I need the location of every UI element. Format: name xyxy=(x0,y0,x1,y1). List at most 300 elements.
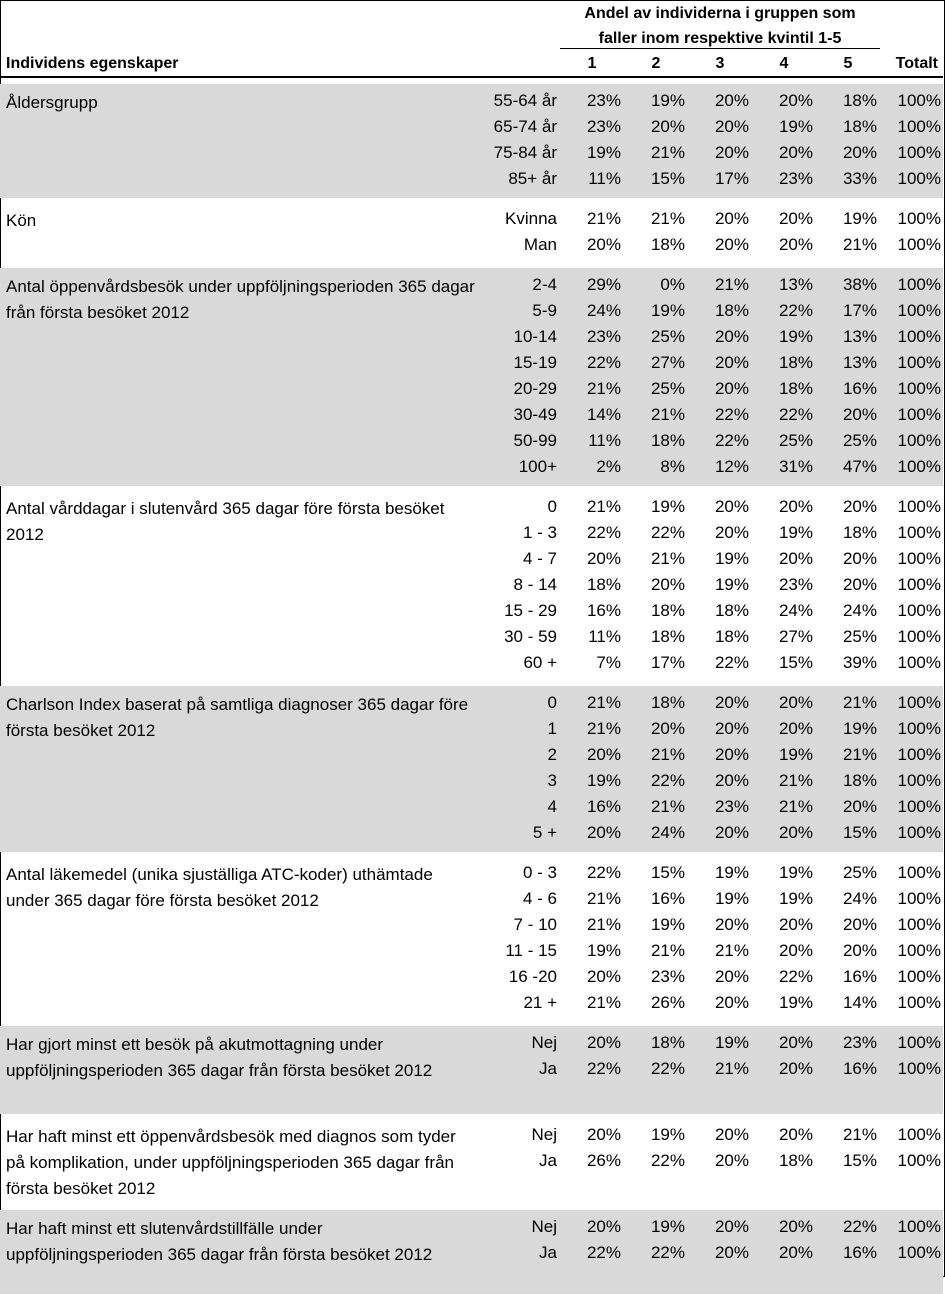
category-label: 15-19 xyxy=(513,353,557,372)
category-label: 4 xyxy=(547,797,557,816)
table-row xyxy=(0,1214,943,1240)
quintile-3-value: 20% xyxy=(714,353,749,372)
quintile-2-value: 22% xyxy=(650,1151,685,1170)
table-row xyxy=(0,1240,943,1266)
category-label: 55-64 år xyxy=(493,91,557,110)
table-row xyxy=(0,1148,943,1174)
total-value: 100% xyxy=(897,275,941,294)
row-group xyxy=(0,1210,943,1294)
quintile-1-value: 23% xyxy=(586,117,621,136)
quintile-1-value: 2% xyxy=(596,457,621,476)
table-row xyxy=(0,794,943,820)
quintile-4-value: 19% xyxy=(778,745,813,764)
quintile-2-value: 17% xyxy=(650,653,685,672)
category-label: 5-9 xyxy=(532,301,557,320)
quintile-5-value: 25% xyxy=(842,863,877,882)
total-value: 100% xyxy=(897,993,941,1012)
quintile-1-value: 20% xyxy=(586,967,621,986)
quintile-3-value: 20% xyxy=(714,719,749,738)
table-row xyxy=(0,624,943,650)
quintile-4-value: 22% xyxy=(778,301,813,320)
quintile-3-value: 20% xyxy=(714,379,749,398)
quintile-4-value: 27% xyxy=(778,627,813,646)
group-label: Har haft minst ett slutenvårdstillfälle under uppföljningsperioden 365 dagar från första besöket 2012 xyxy=(6,1219,433,1264)
table-row xyxy=(0,860,943,886)
category-label: 21 + xyxy=(523,993,557,1012)
quintile-4-value: 25% xyxy=(778,431,813,450)
quintile-1-value: 19% xyxy=(586,771,621,790)
column-group-title-line1: Andel av individerna i gruppen som xyxy=(584,5,856,22)
total-value: 100% xyxy=(897,1217,941,1236)
quintile-4-value: 13% xyxy=(778,275,813,294)
category-label: 4 - 7 xyxy=(522,549,557,568)
total-value: 100% xyxy=(897,863,941,882)
table-body xyxy=(0,84,943,1294)
quintile-5-value: 20% xyxy=(842,575,877,594)
quintile-3-value: 20% xyxy=(714,91,749,110)
total-value: 100% xyxy=(897,353,941,372)
quintile-3-value: 20% xyxy=(714,235,749,254)
table-header xyxy=(0,0,943,78)
total-value: 100% xyxy=(897,601,941,620)
quintile-1-value: 21% xyxy=(586,209,621,228)
total-value: 100% xyxy=(897,889,941,908)
category-label: 0 xyxy=(547,693,557,712)
group-label: Antal läkemedel (unika sjuställiga ATC-koder) uthämtade under 365 dagar före första besöket 2012 xyxy=(6,865,433,910)
quintile-4-value: 20% xyxy=(778,143,813,162)
quintile-2-value: 15% xyxy=(650,863,685,882)
category-label: 85+ år xyxy=(508,169,557,188)
quintile-5-value: 20% xyxy=(842,143,877,162)
quintile-1-value: 11% xyxy=(588,431,621,450)
quintile-3-value: 20% xyxy=(714,209,749,228)
total-value: 100% xyxy=(897,967,941,986)
column-header-3: 3 xyxy=(715,55,725,72)
quintile-5-value: 14% xyxy=(842,993,877,1012)
category-label: 4 - 6 xyxy=(522,889,557,908)
quintile-2-value: 0% xyxy=(660,275,685,294)
quintile-3-value: 19% xyxy=(714,549,749,568)
quintile-5-value: 33% xyxy=(842,169,877,188)
category-label: 0 - 3 xyxy=(522,863,557,882)
total-value: 100% xyxy=(897,653,941,672)
quintile-5-value: 18% xyxy=(842,91,877,110)
quintile-2-value: 18% xyxy=(650,601,685,620)
category-label: Nej xyxy=(531,1217,557,1236)
total-value: 100% xyxy=(897,823,941,842)
group-label: Åldersgrupp xyxy=(6,93,98,112)
quintile-4-value: 20% xyxy=(778,693,813,712)
quintile-4-value: 31% xyxy=(778,457,813,476)
total-value: 100% xyxy=(897,431,941,450)
quintile-2-value: 18% xyxy=(650,627,685,646)
table-row xyxy=(0,232,943,258)
quintile-1-value: 11% xyxy=(588,169,621,188)
quintile-1-value: 23% xyxy=(586,327,621,346)
quintile-1-value: 22% xyxy=(586,863,621,882)
total-value: 100% xyxy=(897,379,941,398)
quintile-5-value: 21% xyxy=(842,235,877,254)
quintile-2-value: 21% xyxy=(650,941,685,960)
category-label: 30-49 xyxy=(513,405,557,424)
quintile-4-value: 20% xyxy=(778,209,813,228)
total-value: 100% xyxy=(897,209,941,228)
table-row xyxy=(0,298,943,324)
quintile-4-value: 18% xyxy=(778,353,813,372)
table-row xyxy=(0,324,943,350)
quintile-3-value: 21% xyxy=(714,941,749,960)
total-value: 100% xyxy=(897,693,941,712)
quintile-5-value: 20% xyxy=(842,405,877,424)
table-row xyxy=(0,88,943,114)
quintile-5-value: 15% xyxy=(842,1151,877,1170)
category-label: 2-4 xyxy=(532,275,557,294)
quintile-1-value: 23% xyxy=(586,91,621,110)
quintile-4-value: 15% xyxy=(778,653,813,672)
quintile-1-value: 24% xyxy=(586,301,621,320)
quintile-5-value: 16% xyxy=(842,967,877,986)
table-row xyxy=(0,402,943,428)
table-row xyxy=(0,428,943,454)
quintile-1-value: 16% xyxy=(586,601,621,620)
table-row xyxy=(0,742,943,768)
quintile-3-value: 20% xyxy=(714,1125,749,1144)
quintile-2-value: 25% xyxy=(650,379,685,398)
quintile-4-value: 20% xyxy=(778,1059,813,1078)
table-row xyxy=(0,820,943,846)
total-value: 100% xyxy=(897,915,941,934)
quintile-5-value: 16% xyxy=(842,1059,877,1078)
category-label: 60 + xyxy=(523,653,557,672)
category-label: Nej xyxy=(531,1125,557,1144)
quintile-2-value: 25% xyxy=(650,327,685,346)
quintile-4-value: 19% xyxy=(778,993,813,1012)
category-label: 20-29 xyxy=(513,379,557,398)
category-label: 15 - 29 xyxy=(504,601,557,620)
total-value: 100% xyxy=(897,1125,941,1144)
quintile-2-value: 16% xyxy=(650,889,685,908)
quintile-4-value: 24% xyxy=(778,601,813,620)
quintile-1-value: 18% xyxy=(586,575,621,594)
quintile-5-value: 23% xyxy=(842,1033,877,1052)
quintile-1-value: 14% xyxy=(586,405,621,424)
quintile-2-value: 18% xyxy=(650,235,685,254)
quintile-5-value: 16% xyxy=(842,1243,877,1262)
quintile-5-value: 20% xyxy=(842,549,877,568)
table-row xyxy=(0,650,943,676)
category-label: 10-14 xyxy=(513,327,557,346)
total-value: 100% xyxy=(897,719,941,738)
category-label: 30 - 59 xyxy=(504,627,557,646)
total-value: 100% xyxy=(897,1059,941,1078)
category-label: 1 - 3 xyxy=(522,523,557,542)
total-value: 100% xyxy=(897,301,941,320)
quintile-3-value: 20% xyxy=(714,915,749,934)
quintile-3-value: 19% xyxy=(714,575,749,594)
quintile-5-value: 13% xyxy=(842,353,877,372)
row-group xyxy=(0,490,943,682)
total-value: 100% xyxy=(897,771,941,790)
category-label: 16 -20 xyxy=(508,967,557,986)
quintile-4-value: 20% xyxy=(778,1125,813,1144)
category-label: Man xyxy=(523,235,557,254)
quintile-5-value: 21% xyxy=(842,745,877,764)
table-row xyxy=(0,1056,943,1082)
quintile-5-value: 39% xyxy=(842,653,877,672)
total-value: 100% xyxy=(897,457,941,476)
quintile-3-value: 20% xyxy=(714,117,749,136)
quintile-4-value: 20% xyxy=(778,1243,813,1262)
quintile-2-value: 18% xyxy=(650,693,685,712)
quintile-2-value: 24% xyxy=(650,823,685,842)
total-value: 100% xyxy=(897,143,941,162)
column-header-4: 4 xyxy=(779,55,789,72)
total-value: 100% xyxy=(897,1033,941,1052)
quintile-1-value: 21% xyxy=(586,693,621,712)
row-group xyxy=(0,1118,943,1206)
quintile-2-value: 26% xyxy=(650,993,685,1012)
total-value: 100% xyxy=(897,405,941,424)
quintile-2-value: 19% xyxy=(650,915,685,934)
total-value: 100% xyxy=(897,169,941,188)
row-header-label: Individens egenskaper xyxy=(6,55,179,72)
quintile-5-value: 25% xyxy=(842,627,877,646)
quintile-5-value: 20% xyxy=(842,497,877,516)
quintile-5-value: 21% xyxy=(842,693,877,712)
table-row xyxy=(0,768,943,794)
quintile-2-value: 22% xyxy=(650,523,685,542)
quintile-5-value: 18% xyxy=(842,523,877,542)
table-row xyxy=(0,454,943,480)
quintile-3-value: 22% xyxy=(714,653,749,672)
quintile-3-value: 19% xyxy=(714,1033,749,1052)
category-label: 7 - 10 xyxy=(513,915,557,934)
quintile-2-value: 19% xyxy=(650,1125,685,1144)
quintile-2-value: 21% xyxy=(650,797,685,816)
quintile-1-value: 19% xyxy=(586,941,621,960)
table-row xyxy=(0,520,943,546)
category-label: 3 xyxy=(547,771,557,790)
quintile-1-value: 20% xyxy=(586,1125,621,1144)
quintile-5-value: 19% xyxy=(842,719,877,738)
quintile-1-value: 29% xyxy=(586,275,621,294)
category-label: Kvinna xyxy=(505,209,557,228)
quintile-3-value: 20% xyxy=(714,327,749,346)
quintile-1-value: 20% xyxy=(586,235,621,254)
quintile-5-value: 18% xyxy=(842,771,877,790)
quintile-1-value: 22% xyxy=(586,1059,621,1078)
category-label: 65-74 år xyxy=(493,117,557,136)
total-value: 100% xyxy=(897,745,941,764)
quintile-3-value: 20% xyxy=(714,143,749,162)
category-label: 2 xyxy=(547,745,557,764)
quintile-3-value: 22% xyxy=(714,405,749,424)
quintile-3-value: 22% xyxy=(714,431,749,450)
quintile-4-value: 19% xyxy=(778,863,813,882)
table-row xyxy=(0,140,943,166)
quintile-3-value: 23% xyxy=(714,797,749,816)
quintile-5-value: 24% xyxy=(842,889,877,908)
quintile-3-value: 18% xyxy=(714,627,749,646)
quintile-4-value: 20% xyxy=(778,1033,813,1052)
quintile-5-value: 18% xyxy=(842,117,877,136)
total-value: 100% xyxy=(897,1151,941,1170)
group-label: Har gjort minst ett besök på akutmottagning under uppföljningsperioden 365 dagar från första besöket 2012 xyxy=(6,1035,433,1080)
quintile-1-value: 21% xyxy=(586,379,621,398)
quintile-1-value: 20% xyxy=(586,823,621,842)
total-value: 100% xyxy=(897,627,941,646)
table-row xyxy=(0,1122,943,1148)
row-group xyxy=(0,1026,943,1114)
row-group xyxy=(0,84,943,198)
quintile-4-value: 18% xyxy=(778,1151,813,1170)
category-label: 11 - 15 xyxy=(505,941,557,960)
quintile-1-value: 19% xyxy=(586,143,621,162)
quintile-2-value: 22% xyxy=(650,1059,685,1078)
quintile-5-value: 25% xyxy=(842,431,877,450)
quintile-4-value: 19% xyxy=(778,889,813,908)
group-label: Antal vårddagar i slutenvård 365 dagar före första besöket 2012 xyxy=(6,499,445,544)
table-row xyxy=(0,886,943,912)
total-value: 100% xyxy=(897,797,941,816)
quintile-5-value: 21% xyxy=(842,1125,877,1144)
quintile-3-value: 19% xyxy=(714,889,749,908)
quintile-2-value: 18% xyxy=(650,1033,685,1052)
quintile-2-value: 20% xyxy=(650,575,685,594)
group-label: Antal öppenvårdsbesök under uppföljningsperioden 365 dagar från första besöket 2012 xyxy=(6,277,475,322)
quintile-5-value: 38% xyxy=(842,275,877,294)
table-row xyxy=(0,572,943,598)
quintile-1-value: 20% xyxy=(586,1033,621,1052)
quintile-1-value: 21% xyxy=(586,889,621,908)
quintile-2-value: 21% xyxy=(650,405,685,424)
column-header-2: 2 xyxy=(651,55,661,72)
row-group xyxy=(0,202,943,264)
total-value: 100% xyxy=(897,575,941,594)
quintile-3-value: 19% xyxy=(714,863,749,882)
total-value: 100% xyxy=(897,235,941,254)
total-value: 100% xyxy=(897,1243,941,1262)
table-row xyxy=(0,166,943,192)
quintile-3-value: 21% xyxy=(714,1059,749,1078)
quintile-5-value: 20% xyxy=(842,797,877,816)
quintile-1-value: 21% xyxy=(586,497,621,516)
total-value: 100% xyxy=(897,117,941,136)
quintile-4-value: 22% xyxy=(778,967,813,986)
quintile-3-value: 20% xyxy=(714,1151,749,1170)
quintile-4-value: 20% xyxy=(778,941,813,960)
category-label: 100+ xyxy=(518,457,557,476)
row-group xyxy=(0,686,943,852)
table-row xyxy=(0,938,943,964)
total-value: 100% xyxy=(897,327,941,346)
quintile-4-value: 21% xyxy=(778,797,813,816)
table-row xyxy=(0,546,943,572)
quintile-4-value: 20% xyxy=(778,91,813,110)
quintile-4-value: 20% xyxy=(778,549,813,568)
quintile-5-value: 20% xyxy=(842,941,877,960)
quintile-3-value: 20% xyxy=(714,993,749,1012)
table-row xyxy=(0,716,943,742)
quintile-1-value: 21% xyxy=(586,915,621,934)
quintile-3-value: 20% xyxy=(714,967,749,986)
column-header-1: 1 xyxy=(587,55,597,72)
category-label: 50-99 xyxy=(513,431,557,450)
quintile-3-value: 18% xyxy=(714,301,749,320)
quintile-3-value: 17% xyxy=(714,169,749,188)
quintile-3-value: 20% xyxy=(714,497,749,516)
quintile-2-value: 21% xyxy=(650,209,685,228)
quintile-2-value: 20% xyxy=(650,719,685,738)
quintile-1-value: 16% xyxy=(586,797,621,816)
quintile-3-value: 20% xyxy=(714,745,749,764)
table-row xyxy=(0,350,943,376)
table-row xyxy=(0,376,943,402)
quintile-5-value: 17% xyxy=(842,301,877,320)
table-row xyxy=(0,912,943,938)
quintile-2-value: 21% xyxy=(650,549,685,568)
column-header-total: Totalt xyxy=(895,55,938,72)
quintile-3-value: 21% xyxy=(714,275,749,294)
quintile-2-value: 27% xyxy=(650,353,685,372)
column-group-underline xyxy=(560,48,880,49)
total-value: 100% xyxy=(897,91,941,110)
category-label: 8 - 14 xyxy=(513,575,557,594)
quintile-4-value: 19% xyxy=(778,327,813,346)
category-label: 1 xyxy=(547,719,557,738)
quintile-4-value: 20% xyxy=(778,915,813,934)
row-group xyxy=(0,856,943,1022)
quintile-2-value: 19% xyxy=(650,301,685,320)
quintile-1-value: 11% xyxy=(588,627,621,646)
quintile-2-value: 19% xyxy=(650,91,685,110)
table-row xyxy=(0,206,943,232)
quintile-4-value: 20% xyxy=(778,235,813,254)
quintile-4-value: 19% xyxy=(778,117,813,136)
quintile-3-value: 20% xyxy=(714,771,749,790)
quintile-1-value: 20% xyxy=(586,1217,621,1236)
quintile-3-value: 20% xyxy=(714,1217,749,1236)
table-row xyxy=(0,1030,943,1056)
quintile-5-value: 15% xyxy=(842,823,877,842)
quintile-2-value: 22% xyxy=(650,771,685,790)
column-header-5: 5 xyxy=(843,55,853,72)
quintile-2-value: 19% xyxy=(650,1217,685,1236)
quintile-2-value: 8% xyxy=(660,457,685,476)
quintile-3-value: 20% xyxy=(714,523,749,542)
quintile-4-value: 21% xyxy=(778,771,813,790)
quintile-4-value: 22% xyxy=(778,405,813,424)
quintile-5-value: 24% xyxy=(842,601,877,620)
table-row xyxy=(0,690,943,716)
table-row xyxy=(0,494,943,520)
quintile-3-value: 20% xyxy=(714,823,749,842)
quintile-1-value: 22% xyxy=(586,523,621,542)
quintile-1-value: 20% xyxy=(586,745,621,764)
column-group-title-line2: faller inom respektive kvintil 1-5 xyxy=(598,30,842,47)
quintile-2-value: 19% xyxy=(650,497,685,516)
quintile-5-value: 16% xyxy=(842,379,877,398)
table-row xyxy=(0,990,943,1016)
quintile-3-value: 18% xyxy=(714,601,749,620)
category-label: Ja xyxy=(539,1243,557,1262)
row-group xyxy=(0,268,943,486)
quintile-3-value: 20% xyxy=(714,1243,749,1262)
quintile-2-value: 21% xyxy=(650,143,685,162)
quintile-2-value: 22% xyxy=(650,1243,685,1262)
quintile-2-value: 15% xyxy=(650,169,685,188)
group-label: Charlson Index baserat på samtliga diagnoser 365 dagar före första besöket 2012 xyxy=(6,695,469,740)
